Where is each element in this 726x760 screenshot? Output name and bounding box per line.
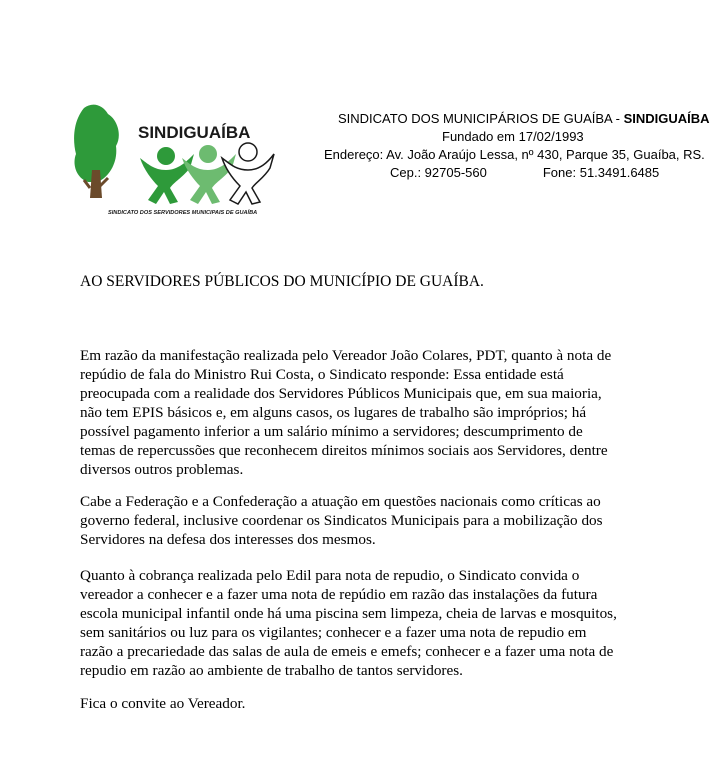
sindiguaiba-logo — [70, 98, 278, 220]
org-name: SINDICATO DOS MUNICIPÁRIOS DE GUAÍBA - — [338, 111, 624, 126]
logo-person-icon — [199, 145, 217, 163]
organization-header — [300, 110, 720, 182]
text-line: vereador a conhecer e a fazer uma nota de repúdio em razão das instalações da futura — [80, 586, 598, 603]
paragraph-1 — [80, 346, 680, 479]
logo-graphic — [70, 98, 278, 220]
text-line: não tem EPIS básicos e, em alguns casos, os lugares de trabalho são impróprios; há — [80, 404, 587, 421]
logo-wordmark: SINDIGUAÍBA — [138, 123, 251, 142]
text-line: diversos outros problemas. — [80, 461, 244, 478]
logo-person-icon — [157, 147, 175, 165]
text-line: repudio em razão ao ambiente de trabalho de tantos servidores. — [80, 662, 463, 679]
closing-line: Fica o convite ao Vereador. — [80, 695, 246, 712]
text-line: Cabe a Federação e a Confederação a atuação em questões nacionais como críticas ao — [80, 493, 601, 510]
address: Endereço: Av. João Araújo Lessa, nº 430, Parque 35, Guaíba, RS. — [324, 147, 705, 162]
text-line: sem sanitários ou luz para os vigilantes; conhecer e a fazer uma nota de repudio em — [80, 624, 587, 641]
text-line: governo federal, inclusive coordenar os Sindicatos Municipais para a mobilização dos — [80, 512, 603, 529]
phone: Fone: 51.3491.6485 — [542, 165, 660, 180]
org-acronym: SINDIGUAÍBA — [623, 111, 710, 126]
logo-person-icon — [239, 143, 257, 161]
text-line: Servidores na defesa dos interesses dos mesmos. — [80, 531, 376, 548]
text-line: preocupada com a realidade dos Servidores Públicos Municipais que, em sua maioria, — [80, 385, 602, 402]
cep: Cep.: 92705-560 — [390, 165, 487, 180]
org-name-line — [300, 110, 720, 128]
logo-tagline: SINDICATO DOS SERVIDORES MUNICIPAIS DE GUAÍBA — [108, 210, 258, 216]
text-line: repúdio de fala do Ministro Rui Costa, o Sindicato responde: Essa entidade está — [80, 366, 564, 383]
text-line: Em razão da manifestação realizada pelo Vereador João Colares, PDT, quanto à nota de — [80, 347, 612, 364]
contact-line — [300, 164, 720, 182]
text-line: escola municipal infantil onde há uma piscina sem limpeza, cheia de larvas e mosquitos, — [80, 605, 617, 622]
paragraph-2 — [80, 492, 680, 549]
text-line: razão a precariedade das salas de aula de emeis e emefs; conhecer e a fazer uma nota de — [80, 643, 614, 660]
founded-date: Fundado em 17/02/1993 — [442, 129, 584, 144]
addressee: AO SERVIDORES PÚBLICOS DO MUNICÍPIO DE GUAÍBA. — [80, 273, 484, 290]
text-line: possível pagamento inferior a um salário mínimo a servidores; descumprimento de — [80, 423, 583, 440]
text-line: Quanto à cobrança realizada pelo Edil para nota de repudio, o Sindicato convida o — [80, 567, 580, 584]
paragraph-3 — [80, 566, 680, 680]
text-line: temas de repercussões que reconhecem direitos mínimos sociais aos Servidores, dentre — [80, 442, 608, 459]
